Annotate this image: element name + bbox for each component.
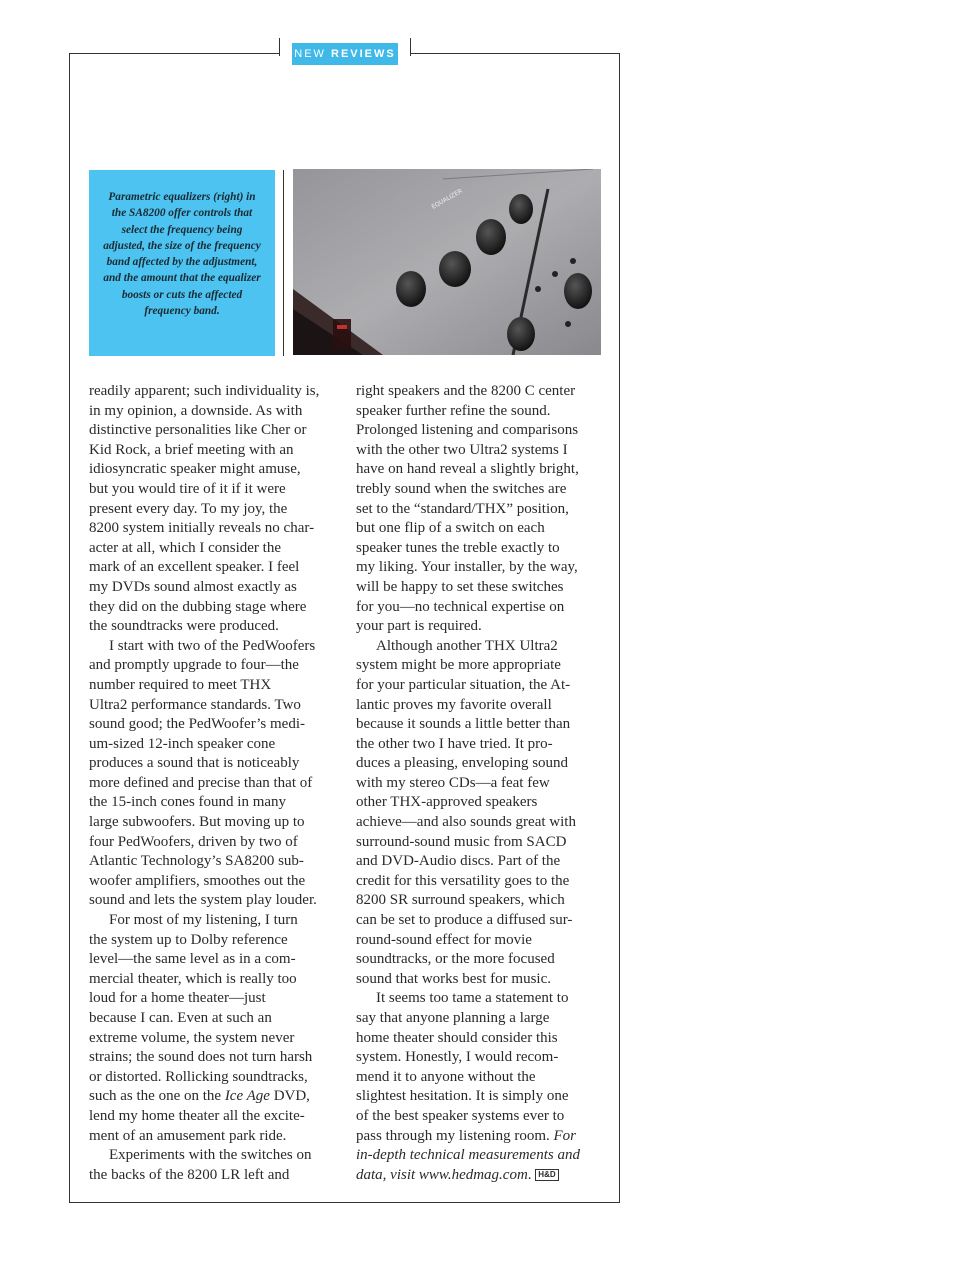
caption-divider <box>283 170 284 356</box>
article-paragraph <box>89 1146 339 1185</box>
article-paragraph <box>356 637 604 990</box>
text-line: for your particular situation, the At- <box>356 676 571 693</box>
text-line: data, visit www.hedmag.com. H&D <box>356 1166 604 1186</box>
text-line: mark of an excellent speaker. I feel <box>89 559 300 576</box>
section-prefix: NEW <box>294 48 326 60</box>
text-line: I start with two of the PedWoofers <box>109 637 316 654</box>
article-column-left <box>89 382 339 1185</box>
text-line: in-depth technical measurements and <box>356 1147 580 1164</box>
text-line: and DVD-Audio discs. Part of the <box>356 853 561 870</box>
text-line: Although another THX Ultra2 <box>376 637 558 654</box>
text-line: woofer amplifiers, smoothes out the <box>89 872 306 889</box>
text-line: loud for a home theater—just <box>89 990 266 1007</box>
text-line: can be set to produce a diffused sur- <box>356 912 573 929</box>
text-line: speaker tunes the treble exactly to <box>356 539 560 556</box>
text-line: mend it to anyone without the <box>356 1068 536 1085</box>
header-tick-left <box>279 38 280 56</box>
text-line: lend my home theater all the excite- <box>89 1107 305 1124</box>
text-line: large subwoofers. But moving up to <box>89 814 305 831</box>
text-line: 8200 SR surround speakers, which <box>356 892 565 909</box>
section-badge <box>292 43 398 65</box>
text-line: Kid Rock, a brief meeting with an <box>89 441 294 458</box>
article-column-right <box>356 382 604 1185</box>
text-line: 8200 system initially reveals no char- <box>89 520 315 537</box>
article-paragraph <box>356 989 604 1185</box>
text-line: sound good; the PedWoofer’s medi- <box>89 716 305 733</box>
text-line: four PedWoofers, driven by two of <box>89 833 298 850</box>
text-line: duces a pleasing, enveloping sound <box>356 755 569 772</box>
text-line: pass through my listening room. For <box>356 1127 576 1144</box>
text-line: sound and lets the system play louder. <box>89 892 317 909</box>
article-paragraph <box>89 382 339 637</box>
text-line: and promptly upgrade to four—the <box>89 657 299 674</box>
text-line: Ultra2 performance standards. Two <box>89 696 301 713</box>
text-line: Prolonged listening and comparisons <box>356 422 579 439</box>
text-line: system. Honestly, I would recom- <box>356 1049 559 1066</box>
text-line: set to the “standard/THX” position, <box>356 500 569 517</box>
text-line: achieve—and also sounds great with <box>356 814 576 831</box>
text-line: lantic proves my favorite overall <box>356 696 552 713</box>
text-line: but one flip of a switch on each <box>356 520 545 537</box>
text-line: Atlantic Technology’s SA8200 sub- <box>89 853 304 870</box>
text-line: speaker further refine the sound. <box>356 402 551 419</box>
end-logo: H&D <box>535 1169 558 1181</box>
text-line: will be happy to set these switches <box>356 578 564 595</box>
text-line: for you—no technical expertise on <box>356 598 565 615</box>
text-line: idiosyncratic speaker might amuse, <box>89 461 301 478</box>
article-paragraph <box>89 911 339 1146</box>
text-line: they did on the dubbing stage where <box>89 598 307 615</box>
article-paragraph <box>89 637 339 911</box>
text-line: right speakers and the 8200 C center <box>356 383 576 399</box>
svg-text:EQUALIZER: EQUALIZER <box>430 187 464 211</box>
text-line: my liking. Your installer, by the way, <box>356 559 578 576</box>
text-line: slightest hesitation. It is simply one <box>356 1088 569 1105</box>
photo-caption: Parametric equalizers (right) in the SA8200 offer controls that select the frequency being adjusted, the size of the frequency band affected by the adjustment, and the amount that the equalizer boosts or cuts the affected frequency band. <box>103 191 261 318</box>
text-line: produces a sound that is noticeably <box>89 755 300 772</box>
text-line: because it sounds a little better than <box>356 716 571 733</box>
text-line: more defined and precise than that of <box>89 774 313 791</box>
text-line: the 15-inch cones found in many <box>89 794 287 811</box>
text-line: system might be more appropriate <box>356 657 561 674</box>
text-line: my DVDs sound almost exactly as <box>89 578 297 595</box>
text-line: surround-sound music from SACD <box>356 833 567 850</box>
text-line: round-sound effect for movie <box>356 931 532 948</box>
text-line: home theater should consider this <box>356 1029 558 1046</box>
text-line: ment of an amusement park ride. <box>89 1127 287 1144</box>
photo-caption-box <box>89 170 275 356</box>
text-line: have on hand reveal a slightly bright, <box>356 461 579 478</box>
article-paragraph <box>356 382 604 637</box>
text-line: um-sized 12-inch speaker cone <box>89 735 276 752</box>
text-line: distinctive personalities like Cher or <box>89 422 307 439</box>
text-line: Experiments with the switches on <box>109 1147 312 1164</box>
text-line: with the other two Ultra2 systems I <box>356 441 568 458</box>
section-title: REVIEWS <box>331 48 396 60</box>
text-line: say that anyone planning a large <box>356 1010 550 1026</box>
text-line: readily apparent; such individuality is, <box>89 383 320 399</box>
text-line: with my stereo CDs—a feat few <box>356 774 550 791</box>
text-line: because I can. Even at such an <box>89 1010 272 1026</box>
text-line: strains; the sound does not turn harsh <box>89 1049 313 1066</box>
text-line: soundtracks, or the more focused <box>356 951 555 968</box>
header-tick-right <box>410 38 411 56</box>
text-line: trebly sound when the switches are <box>356 480 567 497</box>
equalizer-photo <box>293 169 601 355</box>
text-line: present every day. To my joy, the <box>89 500 288 517</box>
text-line: the soundtracks were produced. <box>89 618 279 635</box>
text-line: It seems too tame a statement to <box>376 990 569 1007</box>
text-line: but you would tire of it if it were <box>89 480 286 497</box>
text-line: your part is required. <box>356 618 482 635</box>
text-line: mercial theater, which is really too <box>89 970 297 987</box>
text-line: such as the one on the Ice Age DVD, <box>89 1088 310 1105</box>
text-line: or distorted. Rollicking soundtracks, <box>89 1068 308 1085</box>
text-line: the system up to Dolby reference <box>89 931 288 948</box>
text-line: the backs of the 8200 LR left and <box>89 1166 290 1183</box>
text-line: other THX-approved speakers <box>356 794 538 811</box>
text-line: credit for this versatility goes to the <box>356 872 570 889</box>
text-line: in my opinion, a downside. As with <box>89 402 303 419</box>
text-line: For most of my listening, I turn <box>109 912 298 929</box>
text-line: extreme volume, the system never <box>89 1029 295 1046</box>
text-line: of the best speaker systems ever to <box>356 1107 565 1124</box>
text-line: the other two I have tried. It pro- <box>356 735 553 752</box>
text-line: acter at all, which I consider the <box>89 539 281 556</box>
text-line: level—the same level as in a com- <box>89 951 296 968</box>
text-line: sound that works best for music. <box>356 970 551 987</box>
text-line: number required to meet THX <box>89 676 272 693</box>
